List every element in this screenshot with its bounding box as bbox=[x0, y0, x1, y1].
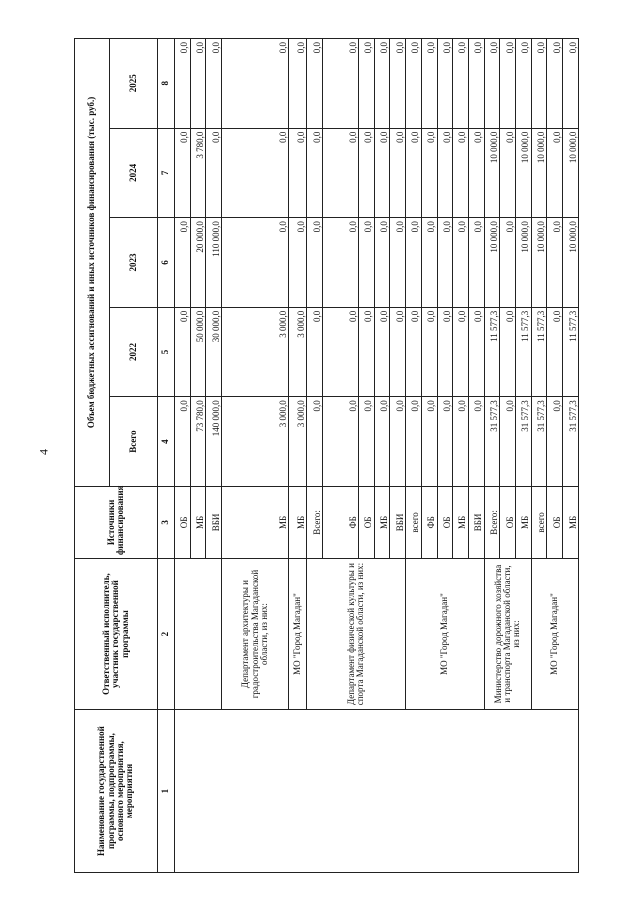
amount-cell-y2025: 0,0 bbox=[547, 39, 563, 129]
amount-cell-total: 0,0 bbox=[453, 397, 469, 487]
amount-cell-y2023: 10 000,0 bbox=[563, 218, 579, 308]
amount-cell-y2023: 0,0 bbox=[175, 218, 191, 308]
header-program-name: Наименование государственной программы, подпрограммы, основного мероприятия, мероприятия bbox=[75, 710, 158, 873]
source-cell: ВБИ bbox=[390, 486, 406, 558]
amount-cell-y2022: 0,0 bbox=[390, 307, 406, 397]
source-cell: Всего: bbox=[307, 486, 323, 558]
amount-cell-total: 140 000,0 bbox=[206, 397, 222, 487]
financing-table-rotated bbox=[74, 38, 579, 873]
amount-cell-y2025: 0,0 bbox=[359, 39, 375, 129]
amount-cell-y2022: 50 000,0 bbox=[190, 307, 206, 397]
amount-cell-y2024: 0,0 bbox=[421, 128, 437, 218]
amount-cell-y2022: 0,0 bbox=[500, 307, 516, 397]
amount-cell-y2023: 0,0 bbox=[421, 218, 437, 308]
amount-cell-y2022: 0,0 bbox=[307, 307, 323, 397]
source-cell: ОБ bbox=[175, 486, 191, 558]
header-sources: Источники финансирования bbox=[75, 486, 158, 558]
amount-cell-y2024: 10 000,0 bbox=[563, 128, 579, 218]
amount-cell-y2022: 11 577,3 bbox=[484, 307, 500, 397]
amount-cell-total: 0,0 bbox=[359, 397, 375, 487]
amount-cell-y2025: 0,0 bbox=[307, 39, 323, 129]
amount-cell-y2023: 0,0 bbox=[406, 218, 422, 308]
column-number: 7 bbox=[158, 128, 175, 218]
source-cell: МБ bbox=[374, 486, 390, 558]
amount-cell-total: 31 577,3 bbox=[563, 397, 579, 487]
amount-cell-total: 0,0 bbox=[421, 397, 437, 487]
amount-cell-y2025: 0,0 bbox=[516, 39, 532, 129]
financing-table bbox=[74, 38, 579, 873]
amount-cell-y2025: 0,0 bbox=[374, 39, 390, 129]
amount-cell-y2024: 0,0 bbox=[453, 128, 469, 218]
header-2024: 2024 bbox=[110, 128, 158, 218]
amount-cell-y2023: 110 000,0 bbox=[206, 218, 222, 308]
amount-cell-total: 0,0 bbox=[547, 397, 563, 487]
amount-cell-y2025: 0,0 bbox=[468, 39, 484, 129]
amount-cell-total: 0,0 bbox=[437, 397, 453, 487]
amount-cell-y2023: 0,0 bbox=[359, 218, 375, 308]
amount-cell-y2023: 10 000,0 bbox=[531, 218, 547, 308]
amount-cell-y2024: 0,0 bbox=[390, 128, 406, 218]
amount-cell-y2024: 0,0 bbox=[406, 128, 422, 218]
amount-cell-y2022: 0,0 bbox=[359, 307, 375, 397]
amount-cell-y2025: 0,0 bbox=[289, 39, 307, 129]
executor-mo-magadan: МО "Город Магадан" bbox=[531, 558, 578, 709]
executor-mo-magadan: МО "Город Магадан" bbox=[289, 558, 307, 709]
amount-cell-y2025: 0,0 bbox=[484, 39, 500, 129]
amount-cell-y2024: 10 000,0 bbox=[531, 128, 547, 218]
amount-cell-total: 0,0 bbox=[500, 397, 516, 487]
source-cell: всего bbox=[531, 486, 547, 558]
amount-cell-y2023: 0,0 bbox=[453, 218, 469, 308]
amount-cell-y2022: 0,0 bbox=[323, 307, 359, 397]
amount-cell-y2025: 0,0 bbox=[531, 39, 547, 129]
amount-cell-y2024: 0,0 bbox=[374, 128, 390, 218]
executor-min-road: Министерство дорожного хозяйства и транспорта Магаданской области, из них: bbox=[484, 558, 531, 709]
amount-cell-y2022: 3 000,0 bbox=[222, 307, 289, 397]
executor-mo-magadan: МО "Город Магадан" bbox=[406, 558, 485, 709]
amount-cell-total: 0,0 bbox=[323, 397, 359, 487]
amount-cell-y2025: 0,0 bbox=[323, 39, 359, 129]
column-number: 1 bbox=[158, 710, 175, 873]
amount-cell-y2023: 0,0 bbox=[500, 218, 516, 308]
table-row bbox=[175, 39, 191, 873]
amount-cell-y2024: 0,0 bbox=[547, 128, 563, 218]
column-number: 5 bbox=[158, 307, 175, 397]
source-cell: ФБ bbox=[421, 486, 437, 558]
amount-cell-y2024: 0,0 bbox=[359, 128, 375, 218]
amount-cell-y2025: 0,0 bbox=[437, 39, 453, 129]
amount-cell-total: 31 577,3 bbox=[484, 397, 500, 487]
amount-cell-y2023: 0,0 bbox=[547, 218, 563, 308]
amount-cell-y2025: 0,0 bbox=[206, 39, 222, 129]
amount-cell-y2024: 10 000,0 bbox=[484, 128, 500, 218]
source-cell: МБ bbox=[222, 486, 289, 558]
amount-cell-y2023: 10 000,0 bbox=[484, 218, 500, 308]
amount-cell-total: 0,0 bbox=[390, 397, 406, 487]
amount-cell-y2023: 0,0 bbox=[390, 218, 406, 308]
source-cell: ОБ bbox=[500, 486, 516, 558]
amount-cell-y2023: 0,0 bbox=[323, 218, 359, 308]
amount-cell-y2022: 30 000,0 bbox=[206, 307, 222, 397]
source-cell: ОБ bbox=[437, 486, 453, 558]
amount-cell-total: 0,0 bbox=[406, 397, 422, 487]
source-cell: ОБ bbox=[547, 486, 563, 558]
amount-cell-y2023: 0,0 bbox=[289, 218, 307, 308]
amount-cell-total: 31 577,3 bbox=[531, 397, 547, 487]
amount-cell-total: 0,0 bbox=[374, 397, 390, 487]
column-number: 8 bbox=[158, 39, 175, 129]
amount-cell-y2024: 0,0 bbox=[175, 128, 191, 218]
amount-cell-y2024: 0,0 bbox=[307, 128, 323, 218]
program-name-cell bbox=[175, 710, 579, 873]
amount-cell-y2022: 0,0 bbox=[374, 307, 390, 397]
amount-cell-y2024: 0,0 bbox=[289, 128, 307, 218]
amount-cell-y2022: 0,0 bbox=[437, 307, 453, 397]
header-2023: 2023 bbox=[110, 218, 158, 308]
header-total: Всего bbox=[110, 397, 158, 487]
amount-cell-y2024: 0,0 bbox=[437, 128, 453, 218]
column-number-row bbox=[158, 39, 175, 873]
amount-cell-y2022: 0,0 bbox=[175, 307, 191, 397]
amount-cell-y2024: 0,0 bbox=[206, 128, 222, 218]
amount-cell-y2024: 0,0 bbox=[468, 128, 484, 218]
source-cell: МБ bbox=[190, 486, 206, 558]
amount-cell-y2022: 0,0 bbox=[453, 307, 469, 397]
amount-cell-total: 31 577,3 bbox=[516, 397, 532, 487]
executor-cell bbox=[175, 558, 222, 709]
amount-cell-y2025: 0,0 bbox=[500, 39, 516, 129]
amount-cell-y2025: 0,0 bbox=[175, 39, 191, 129]
header-volume: Объем бюджетных ассигнований и иных источников финансирования (тыс. руб.) bbox=[75, 39, 110, 487]
amount-cell-y2022: 11 577,3 bbox=[563, 307, 579, 397]
source-cell: ВБИ bbox=[468, 486, 484, 558]
amount-cell-y2025: 0,0 bbox=[222, 39, 289, 129]
source-cell: ФБ bbox=[323, 486, 359, 558]
amount-cell-total: 3 000,0 bbox=[222, 397, 289, 487]
page-number: 4 bbox=[36, 449, 51, 455]
source-cell: МБ bbox=[516, 486, 532, 558]
executor-dep-arch: Департамент архитектуры и градостроительства Магаданской области, из них: bbox=[222, 558, 289, 709]
header-2022: 2022 bbox=[110, 307, 158, 397]
amount-cell-total: 0,0 bbox=[175, 397, 191, 487]
source-cell: МБ bbox=[289, 486, 307, 558]
column-number: 3 bbox=[158, 486, 175, 558]
amount-cell-y2025: 0,0 bbox=[390, 39, 406, 129]
amount-cell-y2024: 10 000,0 bbox=[516, 128, 532, 218]
amount-cell-y2023: 20 000,0 bbox=[190, 218, 206, 308]
amount-cell-y2023: 0,0 bbox=[437, 218, 453, 308]
amount-cell-y2024: 3 780,0 bbox=[190, 128, 206, 218]
source-cell: Всего: bbox=[484, 486, 500, 558]
amount-cell-y2022: 0,0 bbox=[406, 307, 422, 397]
amount-cell-y2022: 3 000,0 bbox=[289, 307, 307, 397]
executor-dep-sport: Департамент физической культуры и спорта Магаданской области, из них: bbox=[307, 558, 406, 709]
column-number: 6 bbox=[158, 218, 175, 308]
header-2025: 2025 bbox=[110, 39, 158, 129]
amount-cell-total: 3 000,0 bbox=[289, 397, 307, 487]
amount-cell-y2025: 0,0 bbox=[406, 39, 422, 129]
amount-cell-total: 73 780,0 bbox=[190, 397, 206, 487]
source-cell: МБ bbox=[453, 486, 469, 558]
amount-cell-y2022: 0,0 bbox=[547, 307, 563, 397]
source-cell: ОБ bbox=[359, 486, 375, 558]
source-cell: всего bbox=[406, 486, 422, 558]
amount-cell-y2023: 0,0 bbox=[222, 218, 289, 308]
amount-cell-y2023: 0,0 bbox=[374, 218, 390, 308]
source-cell: ВБИ bbox=[206, 486, 222, 558]
column-number: 2 bbox=[158, 558, 175, 709]
amount-cell-y2022: 0,0 bbox=[421, 307, 437, 397]
amount-cell-y2024: 0,0 bbox=[222, 128, 289, 218]
amount-cell-y2022: 0,0 bbox=[468, 307, 484, 397]
amount-cell-total: 0,0 bbox=[307, 397, 323, 487]
amount-cell-y2025: 0,0 bbox=[563, 39, 579, 129]
column-number: 4 bbox=[158, 397, 175, 487]
amount-cell-y2025: 0,0 bbox=[453, 39, 469, 129]
amount-cell-y2023: 0,0 bbox=[468, 218, 484, 308]
amount-cell-y2023: 10 000,0 bbox=[516, 218, 532, 308]
amount-cell-y2022: 11 577,3 bbox=[516, 307, 532, 397]
source-cell: МБ bbox=[563, 486, 579, 558]
amount-cell-y2025: 0,0 bbox=[190, 39, 206, 129]
header-executor: Ответственный исполнитель, участник государственной программы bbox=[75, 558, 158, 709]
amount-cell-y2022: 11 577,3 bbox=[531, 307, 547, 397]
amount-cell-y2024: 0,0 bbox=[323, 128, 359, 218]
amount-cell-y2024: 0,0 bbox=[500, 128, 516, 218]
amount-cell-total: 0,0 bbox=[468, 397, 484, 487]
table-body bbox=[175, 39, 579, 873]
amount-cell-y2025: 0,0 bbox=[421, 39, 437, 129]
amount-cell-y2023: 0,0 bbox=[307, 218, 323, 308]
